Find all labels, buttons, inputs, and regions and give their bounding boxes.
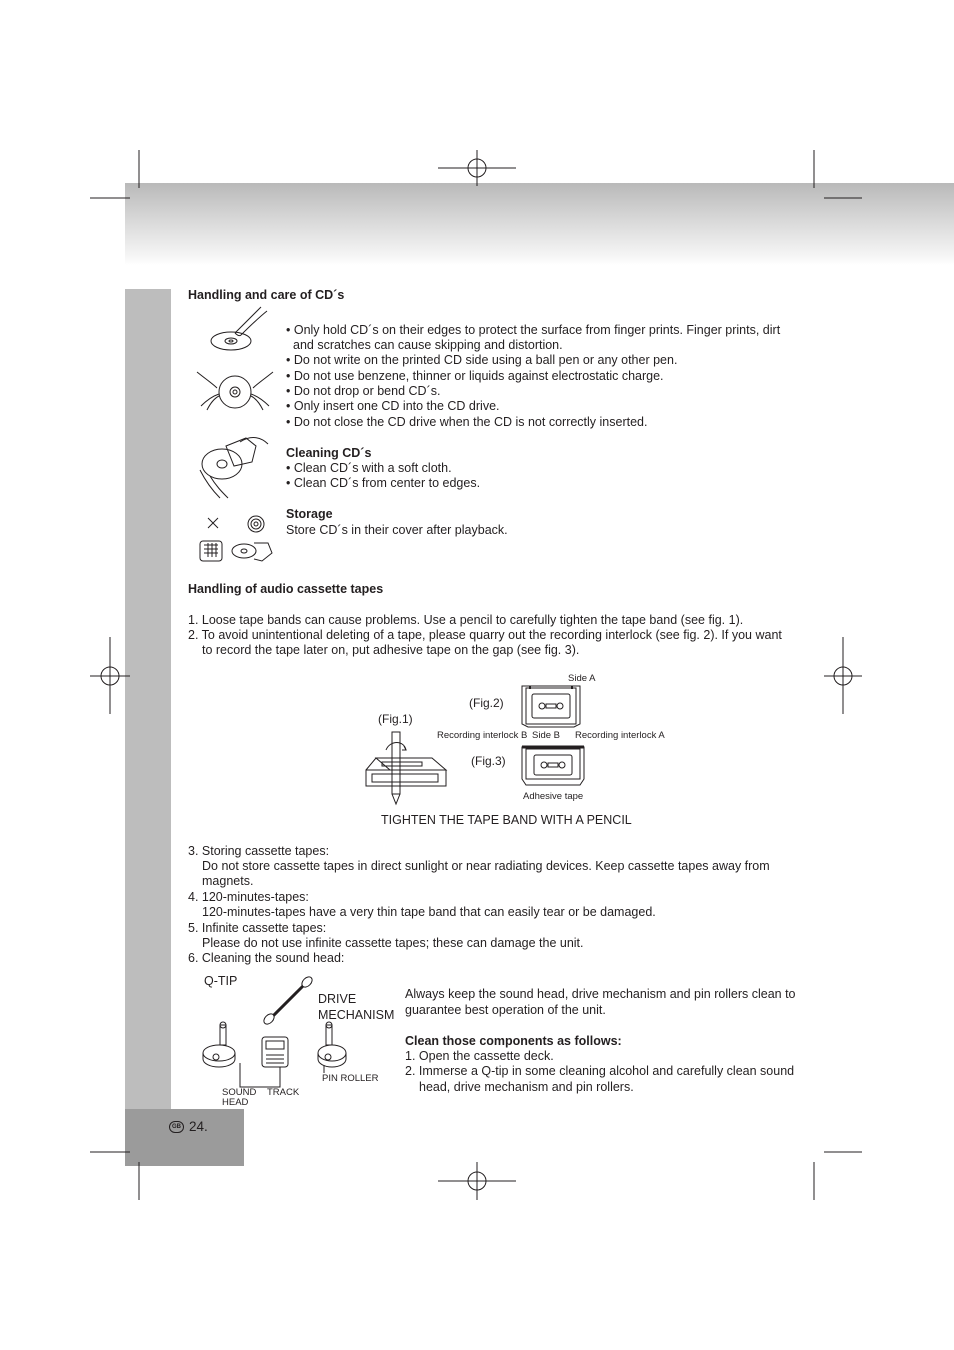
- tape-item-3-title: 3. Storing cassette tapes:: [188, 844, 330, 858]
- cd-two-hands-illustration: [195, 366, 275, 416]
- cleaning-subheading: Clean those components as follows:: [405, 1034, 622, 1048]
- cd-cleaning-line-1: • Clean CD´s with a soft cloth.: [286, 461, 452, 475]
- tape-item-6-title: 6. Cleaning the sound head:: [188, 951, 345, 965]
- fig2-label: (Fig.2): [469, 696, 504, 710]
- qtip-label: Q-TIP: [204, 974, 238, 988]
- tape-item-4-title: 4. 120-minutes-tapes:: [188, 890, 309, 904]
- drive-label-1: DRIVE: [318, 992, 357, 1006]
- side-b-label: Side B: [532, 730, 560, 741]
- cd-bullet-1-cont: and scratches can cause skipping and distortion.: [293, 338, 563, 352]
- sound-head-cleaning-illustration: [196, 975, 356, 1085]
- cassette-fig3-illustration: [520, 745, 588, 787]
- cleaning-text-line-2: guarantee best operation of the unit.: [405, 1003, 606, 1017]
- tape-item-2: 2. To avoid unintentional deleting of a tape, please quarry out the recording interlock (see fig. 2). If you want: [188, 628, 782, 642]
- pin-roller-label: PIN ROLLER: [322, 1073, 379, 1084]
- cd-bullet-5: • Only insert one CD into the CD drive.: [286, 399, 500, 413]
- sound-head-label-2: HEAD: [222, 1097, 249, 1108]
- side-a-label: Side A: [568, 673, 596, 684]
- sound-head-label-1: SOUND: [222, 1087, 257, 1098]
- cd-storage-illustration: [196, 513, 276, 568]
- cd-cleaning-line-2: • Clean CD´s from center to edges.: [286, 476, 481, 490]
- language-badge: GB: [169, 1121, 184, 1133]
- tape-item-1: 1. Loose tape bands can cause problems. Use a pencil to carefully tighten the tape band (see fig. 1).: [188, 613, 744, 627]
- cd-bullet-6: • Do not close the CD drive when the CD is not correctly inserted.: [286, 415, 648, 429]
- cd-section-heading: Handling and care of CD´s: [188, 288, 345, 302]
- cassette-fig2-illustration: [520, 684, 582, 728]
- cassette-fig1-pencil-illustration: [362, 730, 452, 808]
- cd-cleaning-heading: Cleaning CD´s: [286, 446, 372, 460]
- cleaning-text-line-1: Always keep the sound head, drive mechanism and pin rollers clean to: [405, 987, 796, 1001]
- drive-label-2: MECHANISM: [318, 1008, 395, 1022]
- adhesive-label: Adhesive tape: [523, 791, 584, 802]
- cd-cleaning-illustration: [196, 432, 271, 500]
- cd-bullet-2: • Do not write on the printed CD side using a ball pen or any other pen.: [286, 353, 678, 367]
- cd-bullet-3: • Do not use benzene, thinner or liquids against electrostatic charge.: [286, 369, 664, 383]
- cd-edge-hold-illustration: [205, 303, 275, 355]
- page-number: 24.: [189, 1119, 208, 1134]
- tape-item-3-text: Do not store cassette tapes in direct sunlight or near radiating devices. Keep cassette tapes away from: [202, 859, 770, 873]
- tape-item-5-title: 5. Infinite cassette tapes:: [188, 921, 327, 935]
- fig1-label: (Fig.1): [378, 712, 413, 726]
- cleaning-step-2-cont: head, drive mechanism and pin rollers.: [419, 1080, 634, 1094]
- cd-bullet-4: • Do not drop or bend CD´s.: [286, 384, 441, 398]
- cleaning-step-1: 1. Open the cassette deck.: [405, 1049, 554, 1063]
- cd-storage-text: Store CD´s in their cover after playback.: [286, 523, 508, 537]
- tape-item-4-text: 120-minutes-tapes have a very thin tape band that can easily tear or be damaged.: [202, 905, 656, 919]
- tape-item-2-cont: to record the tape later on, put adhesive tape on the gap (see fig. 3).: [202, 643, 580, 657]
- cd-bullet-1: • Only hold CD´s on their edges to protect the surface from finger prints. Finger prints, dirt: [286, 323, 781, 337]
- fig3-label: (Fig.3): [471, 754, 506, 768]
- figure-caption: TIGHTEN THE TAPE BAND WITH A PENCIL: [381, 813, 632, 827]
- tape-item-3-text-cont: magnets.: [202, 874, 254, 888]
- tape-item-5-text: Please do not use infinite cassette tapes; these can damage the unit.: [202, 936, 584, 950]
- cleaning-step-2: 2. Immerse a Q-tip in some cleaning alcohol and carefully clean sound: [405, 1064, 795, 1078]
- interlock-a-label: Recording interlock A: [575, 730, 665, 741]
- tape-section-heading: Handling of audio cassette tapes: [188, 582, 384, 596]
- cd-storage-heading: Storage: [286, 507, 333, 521]
- track-label: TRACK: [267, 1087, 300, 1098]
- interlock-b-label: Recording interlock B: [437, 730, 528, 741]
